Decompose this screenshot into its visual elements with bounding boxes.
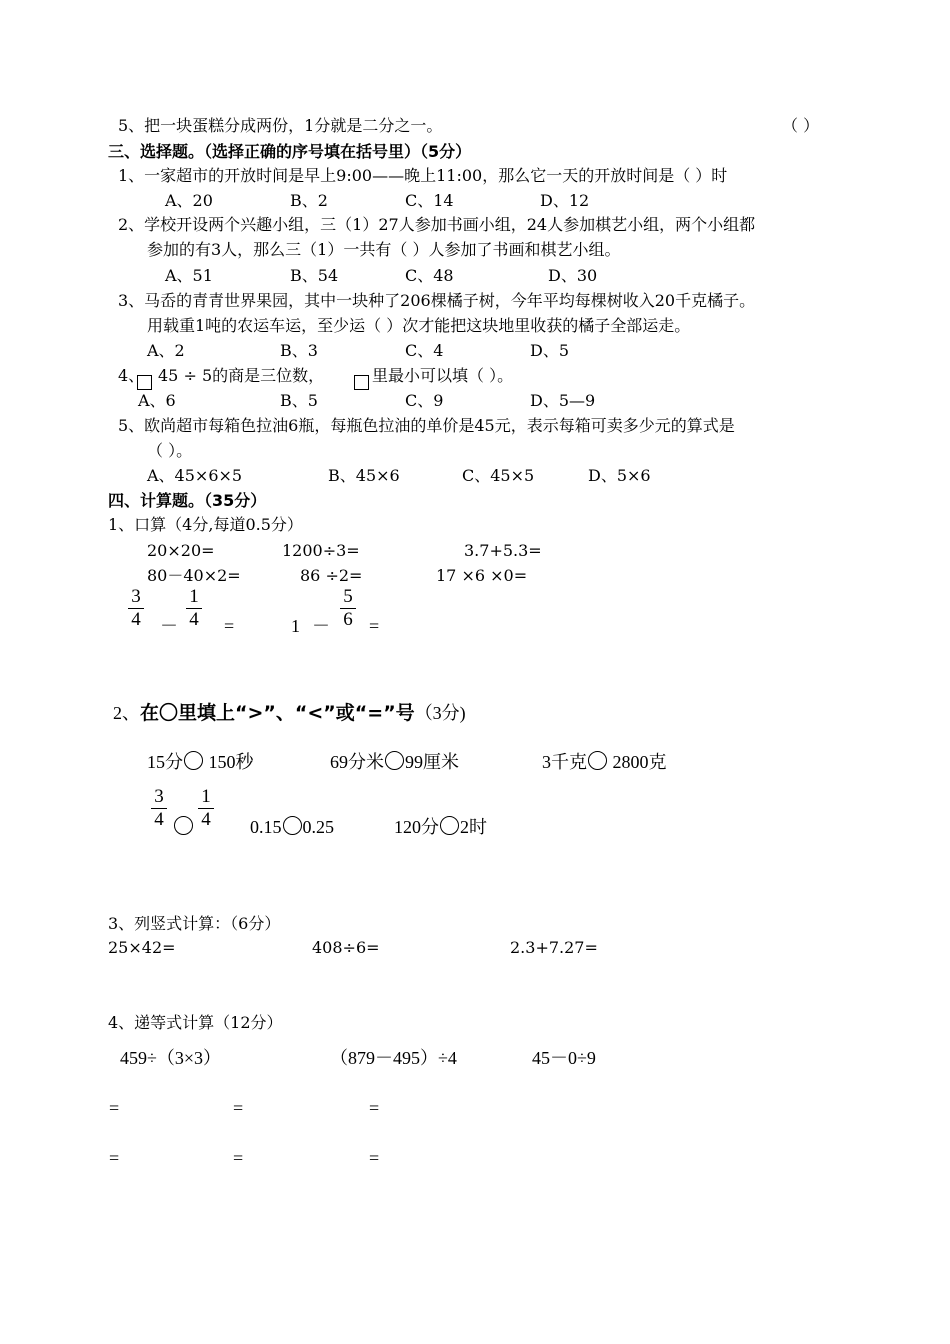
compare-circle[interactable] <box>588 751 607 770</box>
option-b[interactable]: B、54 <box>290 266 339 285</box>
number-one: 1 <box>291 616 300 636</box>
compare-item <box>394 816 487 837</box>
compare-circle[interactable] <box>385 751 404 770</box>
compare-right: 150秒 <box>204 752 254 772</box>
equals-sign: = <box>109 1098 120 1118</box>
equals-sign: = <box>233 1148 244 1168</box>
compare-circle[interactable] <box>440 816 459 835</box>
compare-heading: 在〇里填上“>”、“<”或“=”号 <box>140 702 415 724</box>
minus-sign: － <box>160 616 178 636</box>
compare-right: 2800克 <box>608 752 667 772</box>
option-d[interactable]: D、5—9 <box>530 391 596 410</box>
option-b[interactable]: B、45×6 <box>328 466 400 485</box>
compare-right: 99厘米 <box>405 752 459 772</box>
step-calc-item: 45－0÷9 <box>532 1048 596 1068</box>
minus-sign: － <box>312 616 330 636</box>
blank-box[interactable] <box>354 375 369 390</box>
choice-question-5-cont[interactable]: （ ）。 <box>147 441 193 460</box>
option-a[interactable]: A、6 <box>138 391 176 410</box>
denominator: 4 <box>189 609 199 630</box>
vertical-calc-item: 2.3+7.27= <box>510 938 598 957</box>
compare-circle[interactable] <box>283 816 302 835</box>
equals-sign: = <box>369 1148 380 1168</box>
choice-question-2-cont: 参加的有3人，那么三（1）一共有（ ）人参加了书画和棋艺小组。 <box>147 240 621 259</box>
oral-calc-item: 20×20= <box>147 541 215 560</box>
oral-calc-item: 3.7+5.3= <box>464 541 542 560</box>
fraction <box>195 786 217 831</box>
numerator: 1 <box>189 586 199 607</box>
compare-circle[interactable] <box>184 751 203 770</box>
choice-question-3-cont: 用载重1吨的农运车运，至少运（ ）次才能把这块地里收获的橘子全部运走。 <box>147 316 691 335</box>
vertical-calc-item: 408÷6= <box>312 938 380 957</box>
fraction <box>125 586 147 631</box>
step-calc-item: （879－495）÷4 <box>330 1048 457 1068</box>
oral-calc-title: 1、口算（4分,每道0.5分） <box>108 515 303 534</box>
option-d[interactable]: D、30 <box>548 266 598 285</box>
compare-left: 3千克 <box>542 752 587 772</box>
compare-item <box>542 751 667 772</box>
compare-score: （3分) <box>414 703 466 723</box>
option-b[interactable]: B、5 <box>280 391 318 410</box>
option-a[interactable]: A、51 <box>165 266 213 285</box>
judge-question-5: 5、把一块蛋糕分成两份，1分就是二分之一。 <box>118 116 443 135</box>
compare-right: 2时 <box>460 817 487 837</box>
choice-question-2: 2、学校开设两个兴趣小组，三（1）27人参加书画小组，24人参加棋艺小组，两个小组都 <box>118 215 756 234</box>
choice-question-4-cont: 里最小可以填（ ）。 <box>372 366 514 385</box>
compare-left: 15分 <box>147 752 183 772</box>
choice-question-4: 45 ÷ 5的商是三位数， <box>158 366 325 385</box>
compare-item <box>330 751 459 772</box>
option-a[interactable]: A、2 <box>147 341 185 360</box>
choice-question-1: 1、一家超市的开放时间是早上9:00——晚上11:00，那么它一天的开放时间是（ ）时 <box>118 166 728 185</box>
compare-circle[interactable] <box>174 816 193 835</box>
compare-left: 69分米 <box>330 752 384 772</box>
option-a[interactable]: A、45×6×5 <box>147 466 243 485</box>
equals-sign: = <box>233 1098 244 1118</box>
compare-right: 0.25 <box>302 817 334 837</box>
option-b[interactable]: B、2 <box>290 191 328 210</box>
denominator: 4 <box>201 809 211 830</box>
vertical-calc-title: 3、列竖式计算：（6分） <box>108 914 281 933</box>
section-3-title: 三、选择题。（选择正确的序号填在括号里）（5分） <box>108 142 472 161</box>
choice-question-5: 5、欧尚超市每箱色拉油6瓶，每瓶色拉油的单价是45元，表示每箱可卖多少元的算式是 <box>118 416 735 435</box>
blank-box[interactable] <box>137 375 152 390</box>
oral-calc-item: 86 ÷2= <box>300 566 363 585</box>
fraction <box>183 586 205 631</box>
fraction <box>337 586 359 631</box>
choice-question-4-number: 4、 <box>118 366 145 385</box>
option-b[interactable]: B、3 <box>280 341 318 360</box>
answer-paren[interactable]: （ ） <box>782 116 820 135</box>
option-a[interactable]: A、20 <box>165 191 213 210</box>
numerator: 3 <box>154 786 164 807</box>
option-d[interactable]: D、5 <box>530 341 570 360</box>
option-d[interactable]: D、5×6 <box>588 466 651 485</box>
equals-sign: = <box>109 1148 120 1168</box>
option-d[interactable]: D、12 <box>540 191 590 210</box>
option-c[interactable]: C、45×5 <box>462 466 535 485</box>
step-calc-item: 459÷（3×3） <box>120 1048 222 1068</box>
option-c[interactable]: C、9 <box>405 391 444 410</box>
numerator: 1 <box>201 786 211 807</box>
vertical-calc-item: 25×42= <box>108 938 176 957</box>
compare-left: 0.15 <box>250 817 282 837</box>
option-c[interactable]: C、48 <box>405 266 454 285</box>
compare-left: 120分 <box>394 817 439 837</box>
equals-sign: = <box>369 1098 380 1118</box>
compare-title <box>113 701 466 725</box>
step-calc-title: 4、递等式计算（12分） <box>108 1013 283 1032</box>
oral-calc-item: 1200÷3= <box>282 541 360 560</box>
denominator: 4 <box>131 609 141 630</box>
equals-sign: = <box>224 616 235 636</box>
option-c[interactable]: C、4 <box>405 341 444 360</box>
oral-calc-item: 17 ×6 ×0= <box>436 566 528 585</box>
compare-number: 2、 <box>113 703 140 723</box>
compare-item <box>250 816 334 837</box>
numerator: 5 <box>343 586 353 607</box>
choice-question-3: 3、马岙的青青世界果园，其中一块种了206棵橘子树，今年平均每棵树收入20千克橘子。 <box>118 291 756 310</box>
fraction <box>148 786 170 831</box>
section-4-title: 四、计算题。（35分） <box>108 491 267 510</box>
option-c[interactable]: C、14 <box>405 191 454 210</box>
compare-item <box>147 751 254 772</box>
denominator: 6 <box>343 609 353 630</box>
oral-calc-item: 80－40×2= <box>147 566 241 585</box>
numerator: 3 <box>131 586 141 607</box>
equals-sign: = <box>369 616 380 636</box>
denominator: 4 <box>154 809 164 830</box>
